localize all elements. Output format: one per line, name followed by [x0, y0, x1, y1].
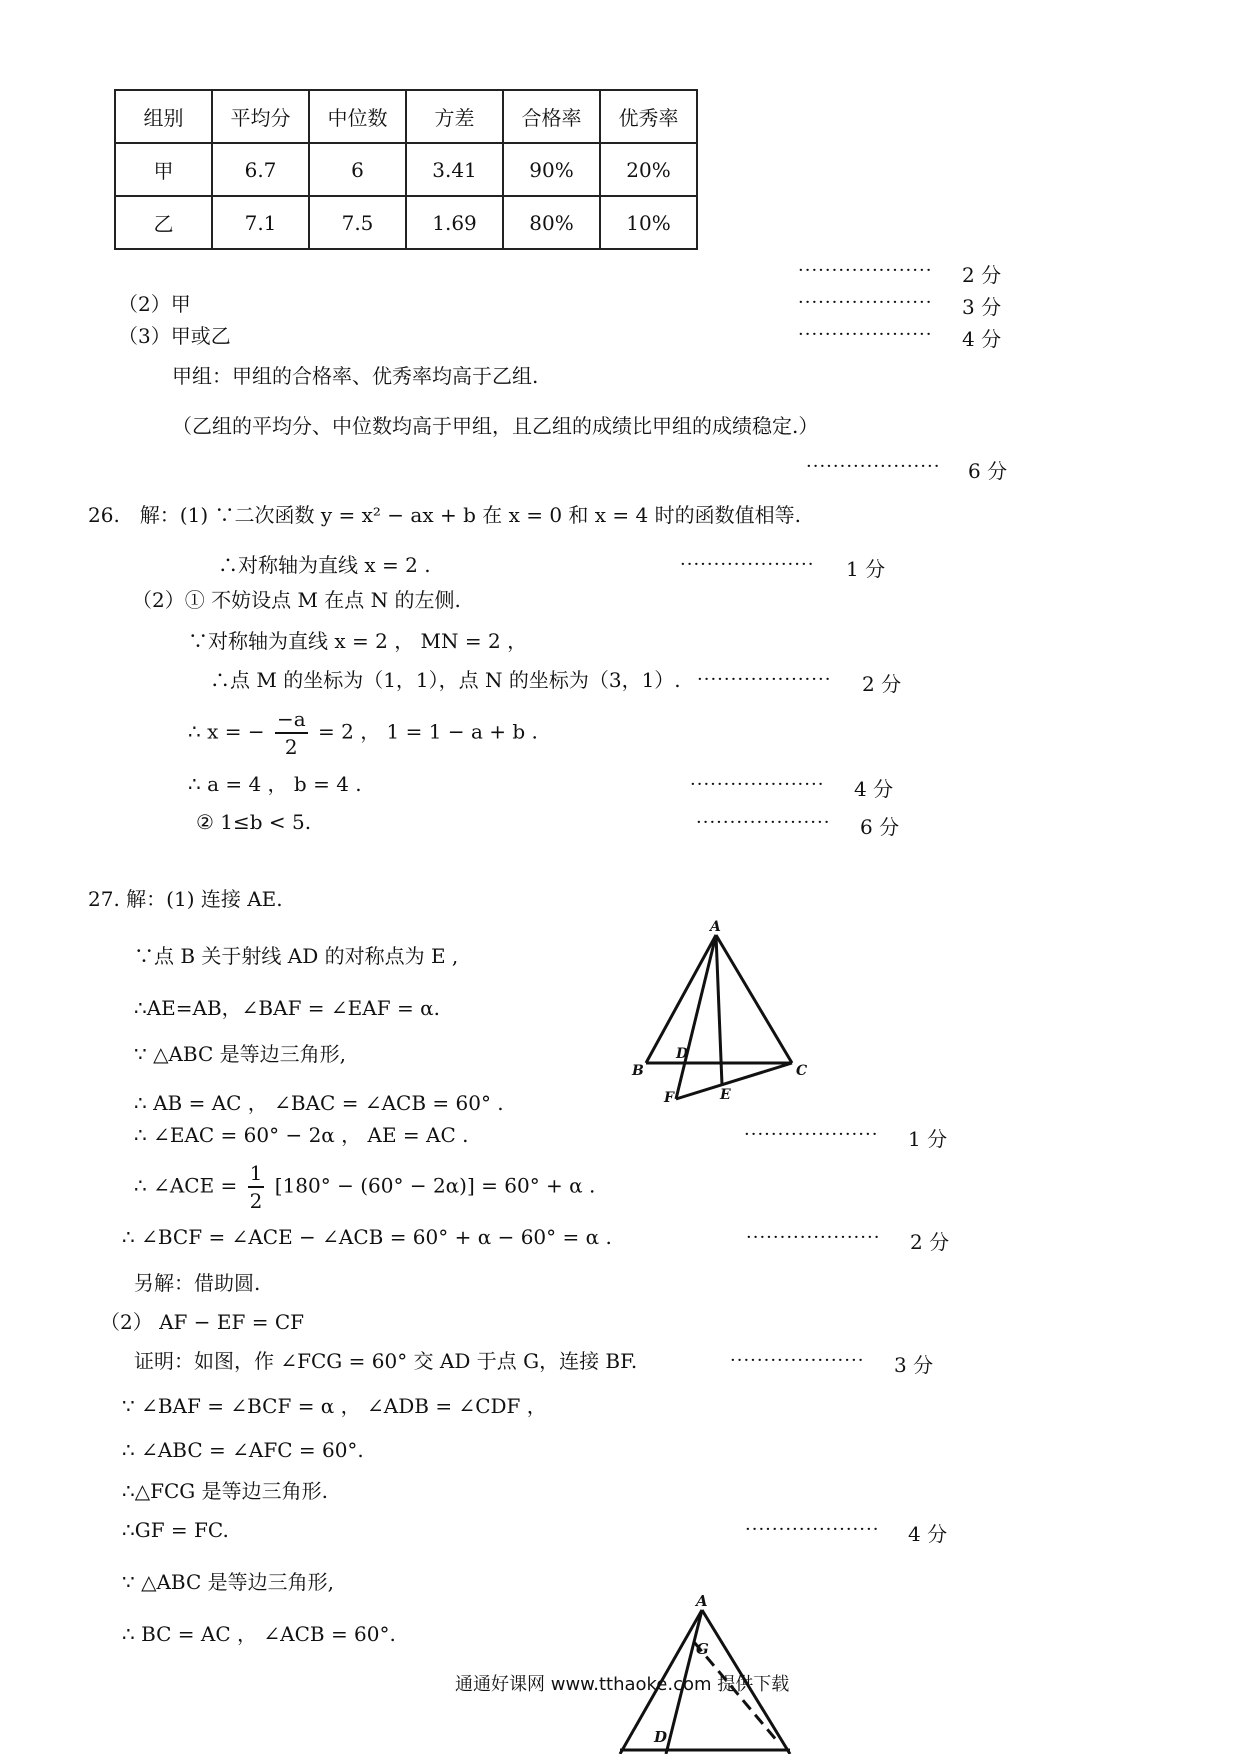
table-cell: 7.5 [309, 196, 406, 249]
geometry-figure-1 [620, 915, 820, 1110]
score-dots: ···················· [690, 774, 825, 795]
footer-watermark: 通通好课网 www.tthaoke.com 提供下载 [455, 1674, 790, 1695]
score-label: 6 分 [968, 459, 1008, 483]
answer-line: （3）甲或乙 [118, 324, 231, 348]
score-label: 2 分 [910, 1230, 950, 1254]
point-label-d: D [676, 1046, 689, 1062]
answer-line: ∴ ∠BCF = ∠ACE − ∠ACB = 60° + α − 60° = α . [122, 1225, 612, 1249]
score-label: 6 分 [860, 815, 900, 839]
table-header-cell: 优秀率 [600, 90, 697, 143]
table-cell: 80% [503, 196, 600, 249]
table-header-cell: 中位数 [309, 90, 406, 143]
table-header-row [115, 90, 697, 143]
answer-line: ∴ AB = AC ， ∠BAC = ∠ACB = 60° . [134, 1091, 504, 1115]
answer-line: ∴△FCG 是等边三角形. [122, 1479, 328, 1503]
score-dots: ···················· [745, 1519, 880, 1540]
vertex-label-b: B [632, 1063, 644, 1079]
table-cell: 7.1 [212, 196, 309, 249]
vertex-label-a: A [696, 1592, 708, 1610]
table-header-cell: 平均分 [212, 90, 309, 143]
equation-text: ∴ ∠ACE = [134, 1173, 238, 1198]
fraction-denominator: 2 [249, 1189, 263, 1213]
table-header-cell: 方差 [406, 90, 503, 143]
score-label: 4 分 [908, 1522, 948, 1546]
answer-line: ∴ a = 4 ， b = 4 . [188, 772, 362, 796]
score-dots: ···················· [798, 324, 933, 345]
table-cell: 6 [309, 143, 406, 196]
score-dots: ···················· [806, 456, 941, 477]
score-label: 1 分 [846, 557, 886, 581]
score-dots: ···················· [696, 812, 831, 833]
score-label: 3 分 [894, 1353, 934, 1377]
table-header-cell: 合格率 [503, 90, 600, 143]
score-dots: ···················· [798, 260, 933, 281]
answer-line: ∵ ∠BAF = ∠BCF = α ， ∠ADB = ∠CDF ， [122, 1394, 547, 1418]
table-cell: 20% [600, 143, 697, 196]
answer-line: 甲组：甲组的合格率、优秀率均高于乙组. [172, 364, 539, 388]
score-label: 1 分 [908, 1127, 948, 1151]
table-cell: 6.7 [212, 143, 309, 196]
answer-line: ∴点 M 的坐标为（1，1），点 N 的坐标为（3，1）. [210, 668, 681, 692]
score-dots: ···················· [798, 292, 933, 313]
table-row [115, 143, 697, 196]
answer-line: 26. 解：(1) ∵二次函数 y = x² − ax + b 在 x = 0 和 x = 4 时的函数值相等. [88, 503, 801, 527]
table-cell: 90% [503, 143, 600, 196]
equation-text: [180° − (60° − 2α)] = 60° + α . [274, 1173, 596, 1198]
equation-line [134, 1160, 595, 1214]
vertex-label-a: A [710, 919, 721, 935]
equation-line [188, 706, 538, 760]
answer-line: ∵点 B 关于射线 AD 的对称点为 E , [134, 944, 459, 968]
answer-line: （2）甲 [118, 292, 191, 316]
score-label: 4 分 [854, 777, 894, 801]
answer-line: ∴ ∠EAC = 60° − 2α ， AE = AC . [134, 1123, 469, 1147]
table-cell: 甲 [115, 143, 212, 196]
table-cell: 1.69 [406, 196, 503, 249]
fraction-numerator: 1 [248, 1160, 265, 1188]
answer-line: ∴ BC = AC ， ∠ACB = 60°. [122, 1622, 396, 1646]
table-row [115, 196, 697, 249]
answer-line: ∵ △ABC 是等边三角形, [122, 1570, 334, 1594]
answer-line: ∴AE=AB，∠BAF = ∠EAF = α. [134, 996, 440, 1020]
score-label: 3 分 [962, 295, 1002, 319]
point-label-e: E [720, 1087, 731, 1103]
score-dots: ···················· [680, 554, 815, 575]
point-label-f: F [664, 1090, 674, 1106]
table-cell: 10% [600, 196, 697, 249]
score-dots: ···················· [744, 1124, 879, 1145]
table-cell: 乙 [115, 196, 212, 249]
score-dots: ···················· [697, 669, 832, 690]
point-label-g: G [696, 1640, 709, 1658]
answer-line: 27. 解：(1) 连接 AE. [88, 887, 283, 911]
table-cell: 3.41 [406, 143, 503, 196]
equation-text: ∴ x = − [188, 719, 265, 744]
table-header-cell: 组别 [115, 90, 212, 143]
answer-line: ∴GF = FC. [122, 1518, 229, 1542]
score-dots: ···················· [746, 1227, 881, 1248]
answer-line: （2） AF − EF = CF [100, 1310, 305, 1334]
answer-line: ∵对称轴为直线 x = 2 ， MN = 2 ， [188, 629, 528, 653]
answer-line: （乙组的平均分、中位数均高于甲组，且乙组的成绩比甲组的成绩稳定.） [172, 414, 819, 438]
score-dots: ···················· [730, 1350, 865, 1371]
score-label: 4 分 [962, 327, 1002, 351]
fraction-numerator: −a [275, 706, 308, 734]
answer-line: ∵ △ABC 是等边三角形, [134, 1042, 346, 1066]
point-label-d: D [654, 1728, 668, 1746]
fraction-denominator: 2 [284, 735, 298, 759]
answer-line: 证明：如图，作 ∠FCG = 60° 交 AD 于点 G，连接 BF. [134, 1349, 638, 1373]
answer-line: 另解：借助圆. [134, 1271, 261, 1295]
answer-line: ∴ ∠ABC = ∠AFC = 60°. [122, 1438, 364, 1462]
stats-table [114, 89, 698, 250]
answer-line: ② 1≤b < 5. [196, 810, 312, 834]
vertex-label-c: C [796, 1063, 808, 1079]
equation-text: = 2 ， 1 = 1 − a + b . [318, 719, 538, 744]
answer-line: ∴对称轴为直线 x = 2 . [218, 553, 431, 577]
answer-line: （2）① 不妨设点 M 在点 N 的左侧. [132, 588, 461, 612]
score-label: 2 分 [962, 263, 1002, 287]
score-label: 2 分 [862, 672, 902, 696]
fraction [248, 1160, 265, 1214]
fraction [275, 706, 308, 760]
